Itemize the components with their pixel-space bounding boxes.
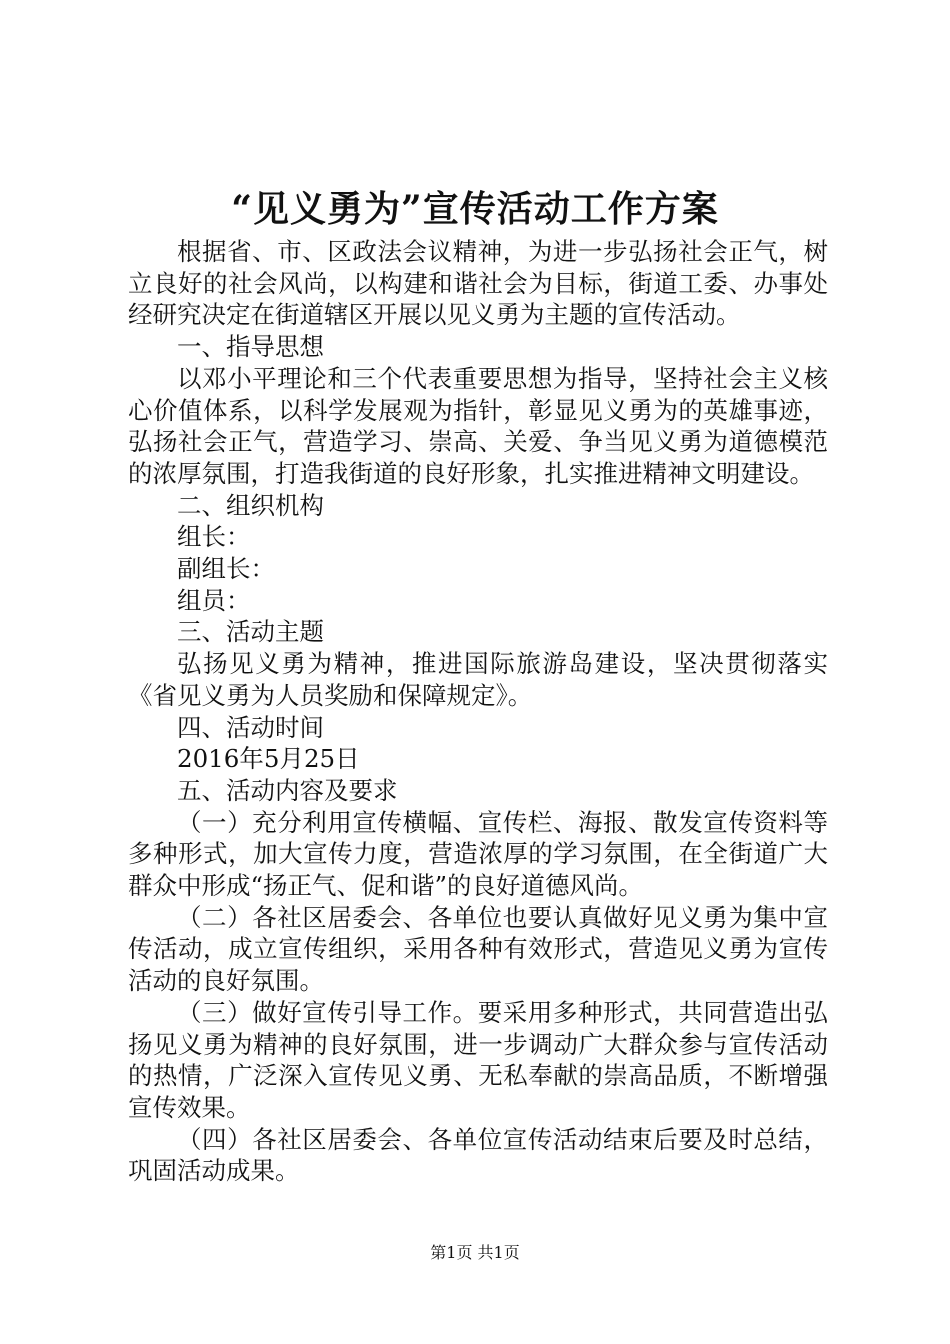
requirement-item-1: （一）充分利用宣传横幅、宣传栏、海报、散发宣传资料等多种形式，加大宣传力度，营造浓厚的学习氛围，在全街道广大群众中形成“扬正气、促和谐”的良好道德风尚。 xyxy=(128,807,828,901)
requirement-item-3: （三）做好宣传引导工作。要采用多种形式，共同营造出弘扬见义勇为精神的良好氛围，进一步调动广大群众参与宣传活动的热情，广泛深入宣传见义勇、无私奉献的崇高品质，不断增强宣传效果。 xyxy=(128,997,828,1122)
section-heading-organization: 二、组织机构 xyxy=(177,490,324,520)
organization-members-line: 组员： xyxy=(177,585,251,615)
page-footer: 第1页 共1页 xyxy=(430,1243,520,1262)
section-heading-theme: 三、活动主题 xyxy=(177,617,324,647)
organization-deputy-leader-line: 副组长： xyxy=(177,554,275,584)
guiding-ideology-paragraph: 以邓小平理论和三个代表重要思想为指导，坚持社会主义核心价值体系，以科学发展观为指针，彰显见义勇为的英雄事迹，弘扬社会正气，营造学习、崇高、关爱、争当见义勇为道德模范的浓厚氛围，打造我街道的良好形象，扎实推进精神文明建设。 xyxy=(128,363,828,488)
section-heading-content-requirements: 五、活动内容及要求 xyxy=(177,775,398,805)
section-heading-time: 四、活动时间 xyxy=(177,712,324,742)
document-body xyxy=(128,236,828,1187)
requirement-item-2: （二）各社区居委会、各单位也要认真做好见义勇为集中宣传活动，成立宣传组织，采用各种有效形式，营造见义勇为宣传活动的良好氛围。 xyxy=(128,902,828,996)
activity-date-line: 2016年5月25日 xyxy=(177,744,360,774)
intro-paragraph: 根据省、市、区政法会议精神，为进一步弘扬社会正气，树立良好的社会风尚，以构建和谐社会为目标，街道工委、办事处经研究决定在街道辖区开展以见义勇为主题的宣传活动。 xyxy=(128,237,828,330)
organization-leader-line: 组长： xyxy=(177,522,251,552)
requirement-item-4: （四）各社区居委会、各单位宣传活动结束后要及时总结，巩固活动成果。 xyxy=(128,1124,828,1186)
theme-paragraph: 弘扬见义勇为精神，推进国际旅游岛建设，坚决贯彻落实《省见义勇为人员奖励和保障规定》。 xyxy=(128,649,828,710)
document-title: “见义勇为”宣传活动工作方案 xyxy=(231,188,719,230)
section-heading-guiding-ideology: 一、指导思想 xyxy=(177,332,324,362)
